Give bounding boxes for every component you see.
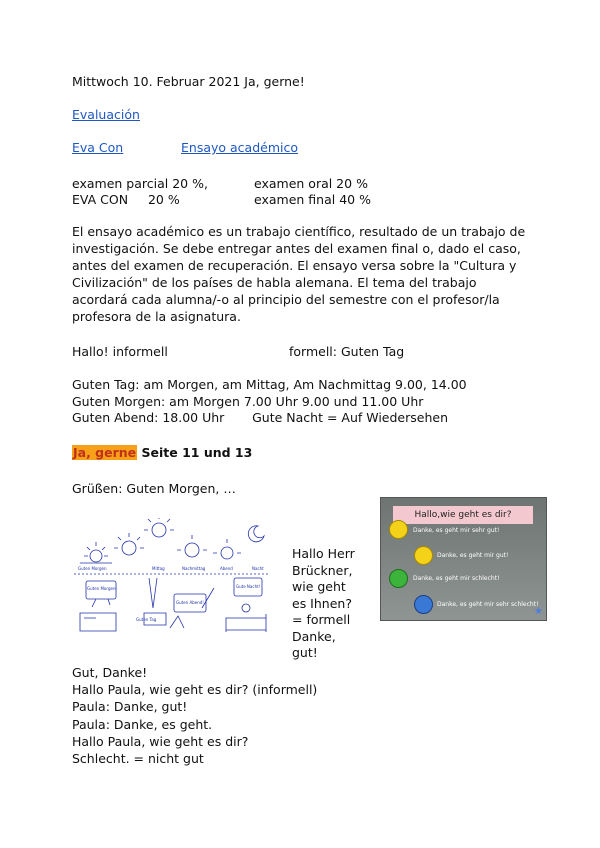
evaluacion-link[interactable]: Evaluación [72, 107, 140, 122]
bubble-night: Gute Nacht! [236, 584, 261, 589]
section-pages: Seite 11 und 13 [137, 445, 253, 460]
label-noon: Mittag [152, 566, 165, 571]
greeting-informell: Hallo! informell [72, 344, 168, 359]
grade-eva-con: EVA CON 20 % [72, 192, 180, 207]
slide-title: Hallo,wie geht es dir? [393, 506, 533, 524]
evening-sun-icon [213, 539, 241, 559]
grade-parcial: examen parcial 20 %, [72, 176, 208, 191]
bubble-morning: Guten Morgen! [87, 586, 118, 591]
side-line: Brückner, [292, 562, 353, 578]
side-line: gut! [292, 645, 318, 660]
side-line: es Ihnen? [292, 595, 352, 611]
greeting-formell: formell: Guten Tag [289, 344, 405, 359]
afternoon-figure-icon [170, 588, 214, 628]
grade-oral: examen oral 20 % [254, 176, 368, 191]
label-afternoon: Nachmittag [182, 566, 206, 571]
moon-icon [248, 526, 264, 542]
bubble-evening: Guten Abend! [176, 600, 204, 605]
greeting-line-1: Guten Tag: am Morgen, am Mittag, Am Nachmittag 9.00, 14.00 [72, 377, 467, 392]
side-line: Danke, [292, 628, 336, 644]
star-icon: ★ [534, 606, 543, 617]
very-happy-face-icon [389, 520, 408, 539]
dialogue-line: Schlecht. = nicht gut [72, 751, 204, 767]
dialogue [72, 664, 317, 767]
label-evening: Abend [220, 566, 233, 571]
date-line: Mittwoch 10. Februar 2021 Ja, gerne! [72, 74, 305, 89]
label-night: Nacht [252, 566, 264, 571]
slide-row-3: Danke, es geht mir schlecht! [413, 575, 500, 582]
midday-sun-icon [144, 518, 174, 537]
side-text [292, 546, 355, 662]
gruessen-line: Grüßen: Guten Morgen, … [72, 481, 236, 496]
bubble-tag: Guten Tag [136, 617, 157, 622]
dialogue-line: Hallo Paula, wie geht es dir? [72, 733, 249, 749]
ensayo-link[interactable]: Ensayo académico [181, 140, 298, 155]
section-heading [72, 444, 252, 461]
section-highlight: Ja, gerne [73, 445, 137, 460]
greeting-line-3: Guten Abend: 18.00 Uhr Gute Nacht = Auf Wiedersehen [72, 410, 448, 425]
side-line: Hallo Herr [292, 546, 355, 561]
morning-sun-icon [80, 542, 112, 563]
grade-final: examen final 40 % [254, 192, 371, 207]
dialogue-line: Hallo Paula, wie geht es dir? (informell) [72, 682, 318, 698]
eva-con-link[interactable]: Eva Con [72, 140, 124, 155]
slide-row-1: Danke, es geht mir sehr gut! [413, 527, 500, 534]
times-of-day-illustration [74, 518, 270, 640]
label-morning: Guten Morgen [78, 566, 107, 571]
sad-face-icon [414, 595, 433, 614]
slide-row-2: Danke, es geht mir gut! [437, 552, 509, 559]
slide-row-4: Danke, es geht mir sehr schlecht! [437, 601, 539, 608]
how-are-you-slide [380, 497, 547, 621]
dialogue-line: Paula: Danke, gut! [72, 699, 188, 715]
happy-face-icon [414, 546, 433, 565]
side-line: = formell [292, 612, 351, 627]
sick-face-icon [389, 569, 408, 588]
greeting-line-2: Guten Morgen: am Morgen 7.00 Uhr 9.00 und 11.00 Uhr [72, 394, 424, 409]
ensayo-paragraph: El ensayo académico es un trabajo científico, resultado de un trabajo de investigación. Se debe entregar antes del examen final o, dado el caso, antes del examen de recuperación. El ensayo versa sobre la "Cultura y Civilización" de los países de habla alemana. El tema del trabajo acordará cada alumna/-o al principio del semestre con el profesor/la profesora de la asignatura. [72, 224, 526, 324]
noon-sun-icon [114, 533, 144, 555]
afternoon-sun-icon [177, 535, 207, 557]
dialogue-line: Paula: Danke, es geht. [72, 716, 213, 732]
side-line: wie geht [292, 579, 346, 594]
dialogue-line: Gut, Danke! [72, 665, 148, 680]
